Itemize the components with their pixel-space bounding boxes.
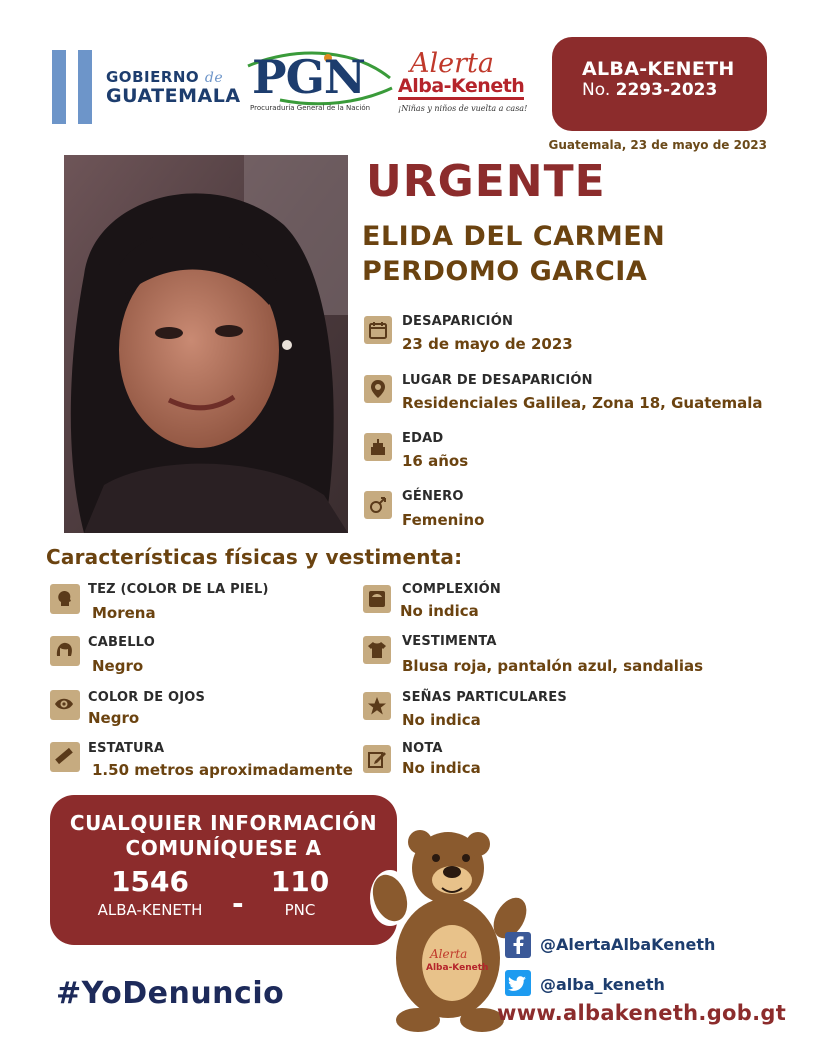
eye-icon [50, 690, 80, 720]
phone-pnc[interactable]: 110 [270, 865, 330, 898]
contact-heading [50, 811, 397, 861]
portrait-image [64, 155, 348, 533]
skin-label: TEZ (COLOR DE LA PIEL) [88, 582, 269, 597]
note-label: NOTA [402, 741, 443, 756]
case-number: 2293-2023 [615, 79, 718, 100]
twitter-handle[interactable]: @alba_keneth [540, 975, 665, 994]
pgn-logo [240, 48, 395, 118]
gender-symbol-icon [364, 491, 392, 519]
clothing-label: VESTIMENTA [402, 634, 497, 649]
missing-person-photo [64, 155, 348, 533]
build-value: No indica [400, 602, 479, 620]
ruler-icon [50, 742, 80, 772]
head-profile-icon [50, 584, 80, 614]
alerta-alba-keneth-logo [398, 50, 533, 120]
age-value: 16 años [402, 452, 469, 470]
gender-label: GÉNERO [402, 489, 464, 504]
gobierno-de: de [204, 70, 224, 86]
name-line1: ELIDA DEL CARMEN [362, 221, 666, 252]
gender-value: Femenino [402, 511, 485, 529]
height-label: ESTATURA [88, 741, 165, 756]
location-pin-icon [364, 375, 392, 403]
gobierno-line2: GUATEMALA [106, 85, 241, 107]
note-value: No indica [402, 759, 481, 777]
eyes-label: COLOR DE OJOS [88, 690, 206, 705]
twitter-icon[interactable] [505, 970, 531, 996]
disappearance-label: DESAPARICIÓN [402, 314, 514, 329]
phone-separator: - [232, 887, 244, 920]
star-icon [363, 692, 391, 720]
phone-alba-keneth[interactable]: 1546 [111, 865, 189, 898]
hair-value: Negro [92, 657, 144, 675]
case-number-box [552, 37, 767, 131]
facebook-icon[interactable] [505, 932, 531, 958]
shirt-icon [363, 636, 391, 664]
age-label: EDAD [402, 431, 444, 446]
height-value: 1.50 metros aproximadamente [92, 761, 353, 779]
gobierno-logo-bars [52, 50, 98, 124]
pgn-text: PGN [252, 50, 365, 104]
gobierno-guatemala-logo [106, 70, 241, 106]
disappearance-value: 23 de mayo de 2023 [402, 335, 573, 353]
marks-value: No indica [402, 711, 481, 729]
scale-icon [363, 585, 391, 613]
contact-heading-line2: COMUNÍQUESE A [125, 836, 322, 860]
build-label: COMPLEXIÓN [402, 582, 502, 597]
case-title: ALBA-KENETH [582, 58, 735, 80]
note-edit-icon [363, 745, 391, 773]
svg-text:Alerta: Alerta [430, 947, 468, 961]
marks-label: SEÑAS PARTICULARES [402, 690, 567, 705]
phone-alba-keneth-label: ALBA-KENETH [97, 901, 203, 919]
hair-icon [50, 636, 80, 666]
skin-value: Morena [92, 604, 156, 622]
characteristics-title: Características físicas y vestimenta: [46, 545, 463, 569]
contact-info-box [50, 795, 397, 945]
place-label: LUGAR DE DESAPARICIÓN [402, 373, 593, 388]
hashtag: #YoDenuncio [56, 976, 285, 1011]
missing-person-name [362, 220, 665, 289]
name-line2: PERDOMO GARCIA [362, 255, 648, 287]
alerta-logo-tagline: ¡Niñas y niños de vuelta a casa! [398, 104, 528, 113]
facebook-handle[interactable]: @AlertaAlbaKeneth [540, 935, 716, 954]
pgn-subtitle: Procuraduría General de la Nación [250, 104, 371, 112]
case-no-prefix: No. [582, 79, 611, 100]
alerta-logo-line2: Alba-Keneth [398, 75, 524, 100]
alerta-logo-line1: Alerta [410, 48, 494, 79]
clothing-value: Blusa roja, pantalón azul, sandalias [402, 657, 704, 675]
gobierno-line1: GOBIERNO [106, 68, 200, 86]
hair-label: CABELLO [88, 635, 155, 650]
place-value: Residenciales Galilea, Zona 18, Guatemala [402, 394, 763, 412]
calendar-icon [364, 316, 392, 344]
website-link[interactable]: www.albakeneth.gob.gt [497, 1001, 787, 1025]
issue-date: Guatemala, 23 de mayo de 2023 [548, 138, 767, 152]
eyes-value: Negro [88, 709, 140, 727]
svg-text:Alba-Keneth: Alba-Keneth [426, 963, 489, 973]
birthday-cake-icon [364, 433, 392, 461]
contact-heading-line1: CUALQUIER INFORMACIÓN [69, 811, 378, 835]
urgent-heading: URGENTE [366, 156, 606, 207]
phone-pnc-label: PNC [284, 901, 316, 919]
